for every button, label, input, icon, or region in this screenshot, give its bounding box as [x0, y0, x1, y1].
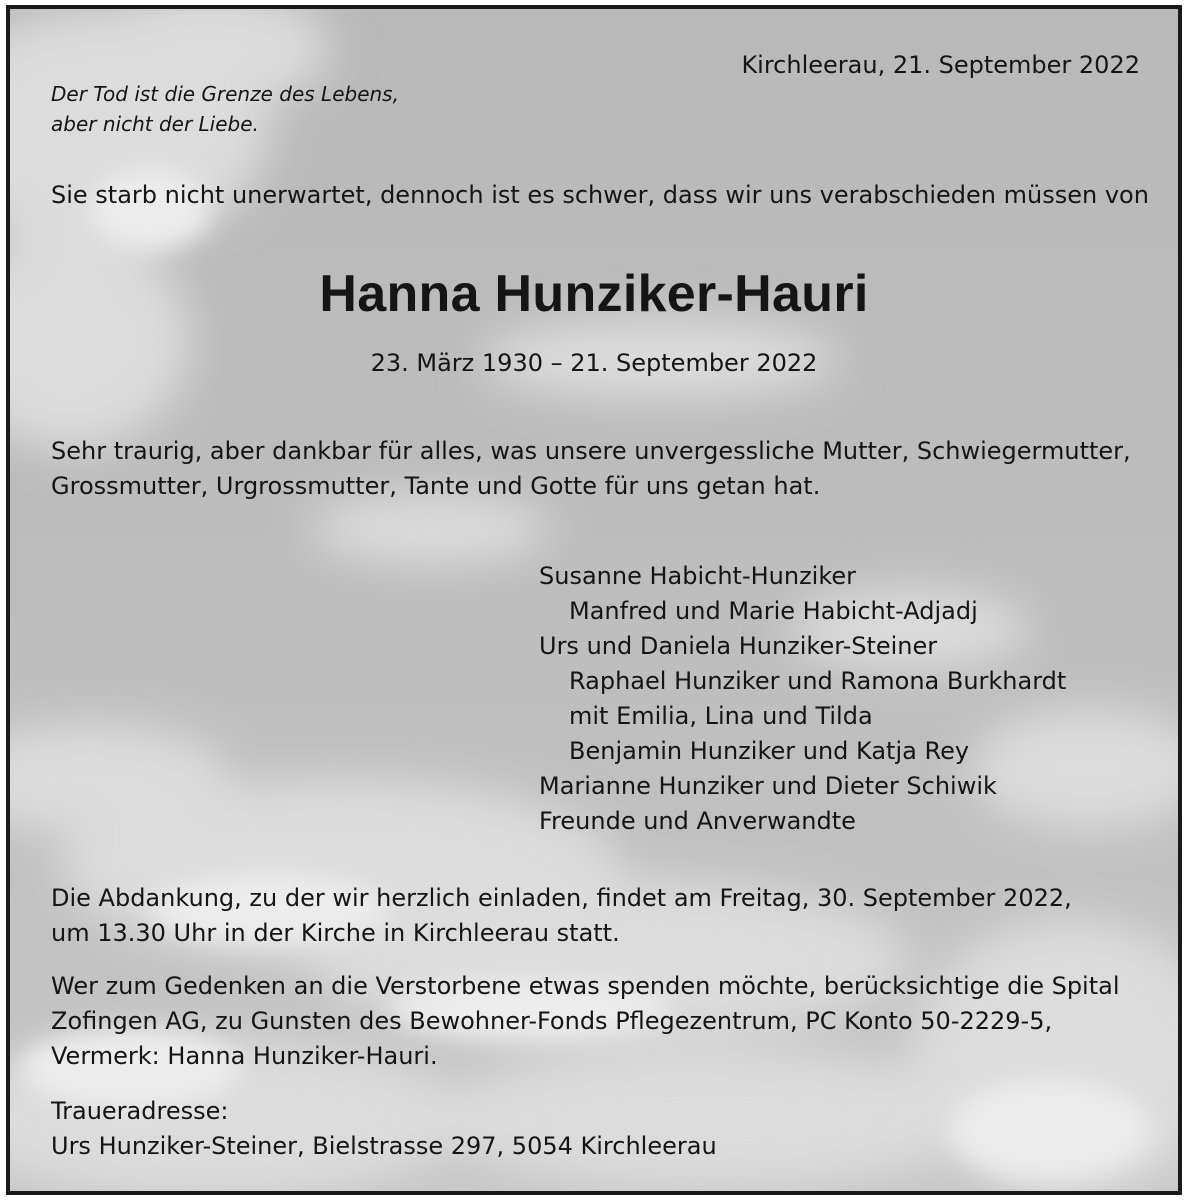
mourner-entry: Benjamin Hunziker und Katja Rey: [569, 737, 970, 765]
address-label: Traueradresse:: [51, 1097, 229, 1125]
paragraph-line: Sehr traurig, aber dankbar für alles, was unsere unvergessliche Mutter, Schwiegermutter,: [51, 437, 1131, 465]
mourner-entry: Urs und Daniela Hunziker-Steiner: [539, 632, 938, 660]
donation-paragraph: [51, 969, 1120, 1074]
mourners-list: [539, 559, 1066, 839]
mourner-entry: Manfred und Marie Habicht-Adjadj: [569, 597, 978, 625]
paragraph-line: um 13.30 Uhr in der Kirche in Kirchleerau statt.: [51, 919, 620, 947]
ceremony-paragraph: [51, 881, 1072, 951]
place-and-date: Kirchleerau, 21. September 2022: [741, 51, 1140, 79]
gratitude-paragraph: [51, 434, 1131, 504]
mourner-entry: Raphael Hunziker und Ramona Burkhardt: [569, 667, 1067, 695]
mourner-entry: Freunde und Anverwandte: [539, 807, 856, 835]
paragraph-line: Die Abdankung, zu der wir herzlich einladen, findet am Freitag, 30. September 2022,: [51, 884, 1072, 912]
deceased-name: Hanna Hunziker-Hauri: [319, 265, 869, 323]
paragraph-line: Wer zum Gedenken an die Verstorbene etwas spenden möchte, berücksichtige die Spital: [51, 972, 1120, 1000]
mourner-entry: mit Emilia, Lina und Tilda: [569, 702, 873, 730]
mourner-entry: Susanne Habicht-Hunziker: [539, 562, 857, 590]
paragraph-line: Grossmutter, Urgrossmutter, Tante und Gotte für uns getan hat.: [51, 472, 821, 500]
epigraph-line: Der Tod ist die Grenze des Lebens,: [51, 82, 399, 106]
obituary-card: [6, 5, 1182, 1195]
paragraph-line: Zofingen AG, zu Gunsten des Bewohner-Fonds Pflegezentrum, PC Konto 50-2229-5,: [51, 1007, 1053, 1035]
mourner-entry: Marianne Hunziker und Dieter Schiwik: [539, 772, 997, 800]
mourning-address: [51, 1094, 717, 1164]
epigraph-line: aber nicht der Liebe.: [51, 112, 259, 136]
intro-text: Sie starb nicht unerwartet, dennoch ist es schwer, dass wir uns verabschieden müssen von: [51, 181, 1149, 209]
life-dates: 23. März 1930 – 21. September 2022: [370, 349, 818, 377]
paragraph-line: Vermerk: Hanna Hunziker-Hauri.: [51, 1042, 438, 1070]
epigraph-quote: [51, 79, 399, 139]
address-value: Urs Hunziker-Steiner, Bielstrasse 297, 5054 Kirchleerau: [51, 1132, 717, 1160]
